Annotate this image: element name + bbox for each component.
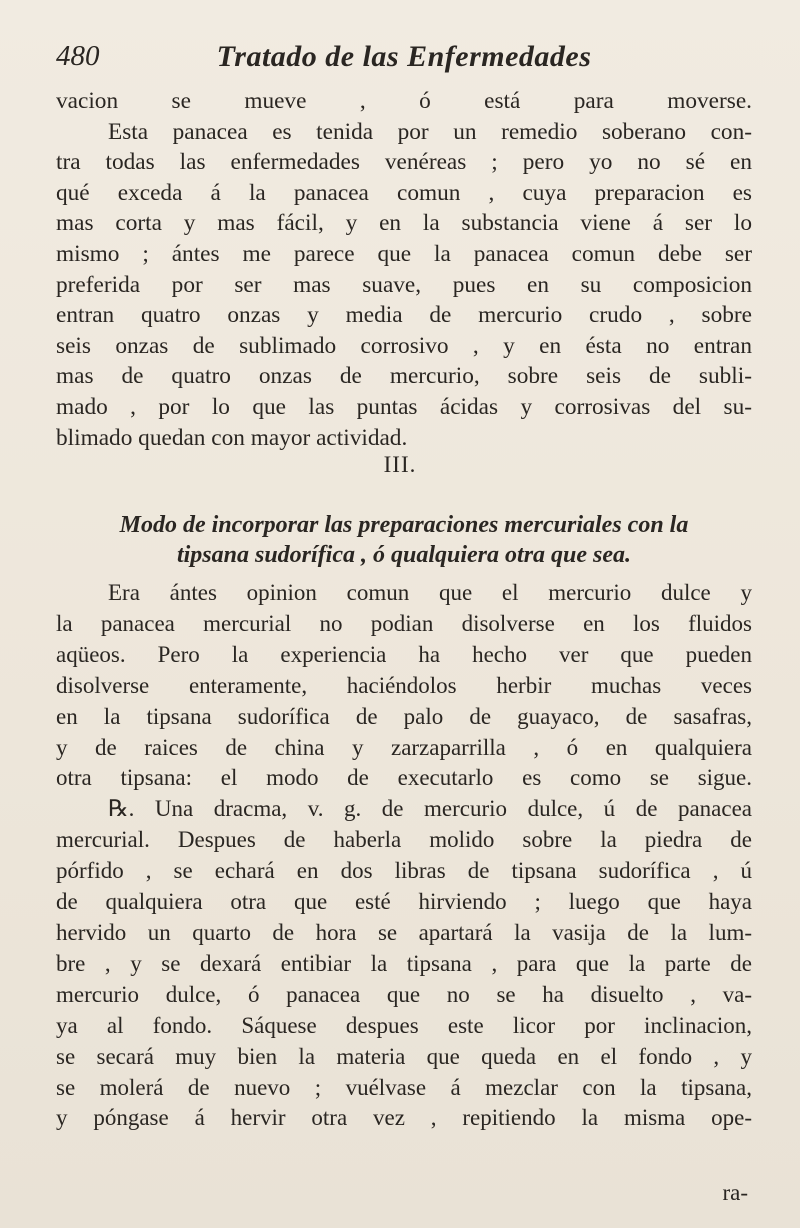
section-title-line: Modo de incorporar las preparaciones mercuriales con la xyxy=(119,512,689,538)
text-line: disolverse enteramente, haciéndolos herbir muchas veces xyxy=(56,672,752,698)
text-line: seis onzas de sublimado corrosivo , y en ésta no entran xyxy=(56,332,752,359)
text-line: de qualquiera otra que esté hirviendo ; luego que haya xyxy=(56,889,752,915)
page-header xyxy=(56,40,752,82)
text-line: mas corta y mas fácil, y en la substancia viene á ser lo xyxy=(56,210,752,237)
text-line: y póngase á hervir otra vez , repitiendo la misma ope- xyxy=(56,1105,752,1131)
text-line: blimado quedan con mayor actividad. xyxy=(56,424,408,451)
section-number: III. xyxy=(383,452,417,477)
section-title xyxy=(56,510,752,570)
text-line: vacion se mueve , ó está para moverse. xyxy=(56,88,752,114)
text-line: la panacea mercurial no podian disolverse en los fluidos xyxy=(56,610,752,636)
paragraph-block-1 xyxy=(56,86,752,453)
section-title-line: tipsana sudorífica , ó qualquiera otra que sea. xyxy=(176,542,632,568)
text-line: qué exceda á la panacea comun , cuya preparacion es xyxy=(56,179,752,206)
text-line: en la tipsana sudorífica de palo de guayaco, de sasafras, xyxy=(56,703,752,729)
text-line: tra todas las enfermedades venéreas ; pero yo no sé en xyxy=(56,149,752,176)
catchword: ra- xyxy=(722,1180,748,1205)
text-line: mercurio dulce, ó panacea que no se ha disuelto , va- xyxy=(56,981,752,1007)
text-line: se secará muy bien la materia que queda en el fondo , y xyxy=(56,1043,752,1069)
text-line: entran quatro onzas y media de mercurio crudo , sobre xyxy=(56,302,752,329)
text-line: mercurial. Despues de haberla molido sobre la piedra de xyxy=(56,827,752,853)
text-line: ya al fondo. Sáquese despues este licor por inclinacion, xyxy=(56,1012,752,1038)
text-line: aqüeos. Pero la experiencia ha hecho ver que pueden xyxy=(56,641,752,667)
text-line: Era ántes opinion comun que el mercurio dulce y xyxy=(108,580,752,605)
text-line: mado , por lo que las puntas ácidas y corrosivas del su- xyxy=(56,393,752,420)
text-line: otra tipsana: el modo de executarlo es como se sigue. xyxy=(56,765,752,791)
running-head: Tratado de las Enfermedades xyxy=(216,40,592,73)
text-line: se molerá de nuevo ; vuélvase á mezclar con la tipsana, xyxy=(56,1074,752,1100)
text-line: preferida por ser mas suave, pues en su composicion xyxy=(56,271,752,298)
text-line: mismo ; ántes me parece que la panacea comun debe ser xyxy=(56,240,752,267)
text-line: bre , y se dexará entibiar la tipsana , para que la parte de xyxy=(56,950,752,976)
text-line: y de raices de china y zarzaparrilla , ó en qualquiera xyxy=(56,734,752,760)
text-line: hervido un quarto de hora se apartará la vasija de la lum- xyxy=(56,919,752,945)
text-line: ℞. Una dracma, v. g. de mercurio dulce, ú de panacea xyxy=(108,796,752,822)
text-line: Esta panacea es tenida por un remedio soberano con- xyxy=(108,118,752,145)
text-line: pórfido , se echará en dos libras de tipsana sudorífica , ú xyxy=(56,858,752,884)
text-line: mas de quatro onzas de mercurio, sobre seis de subli- xyxy=(56,363,752,390)
page-number: 480 xyxy=(56,40,100,72)
paragraph-block-2 xyxy=(56,578,752,1134)
